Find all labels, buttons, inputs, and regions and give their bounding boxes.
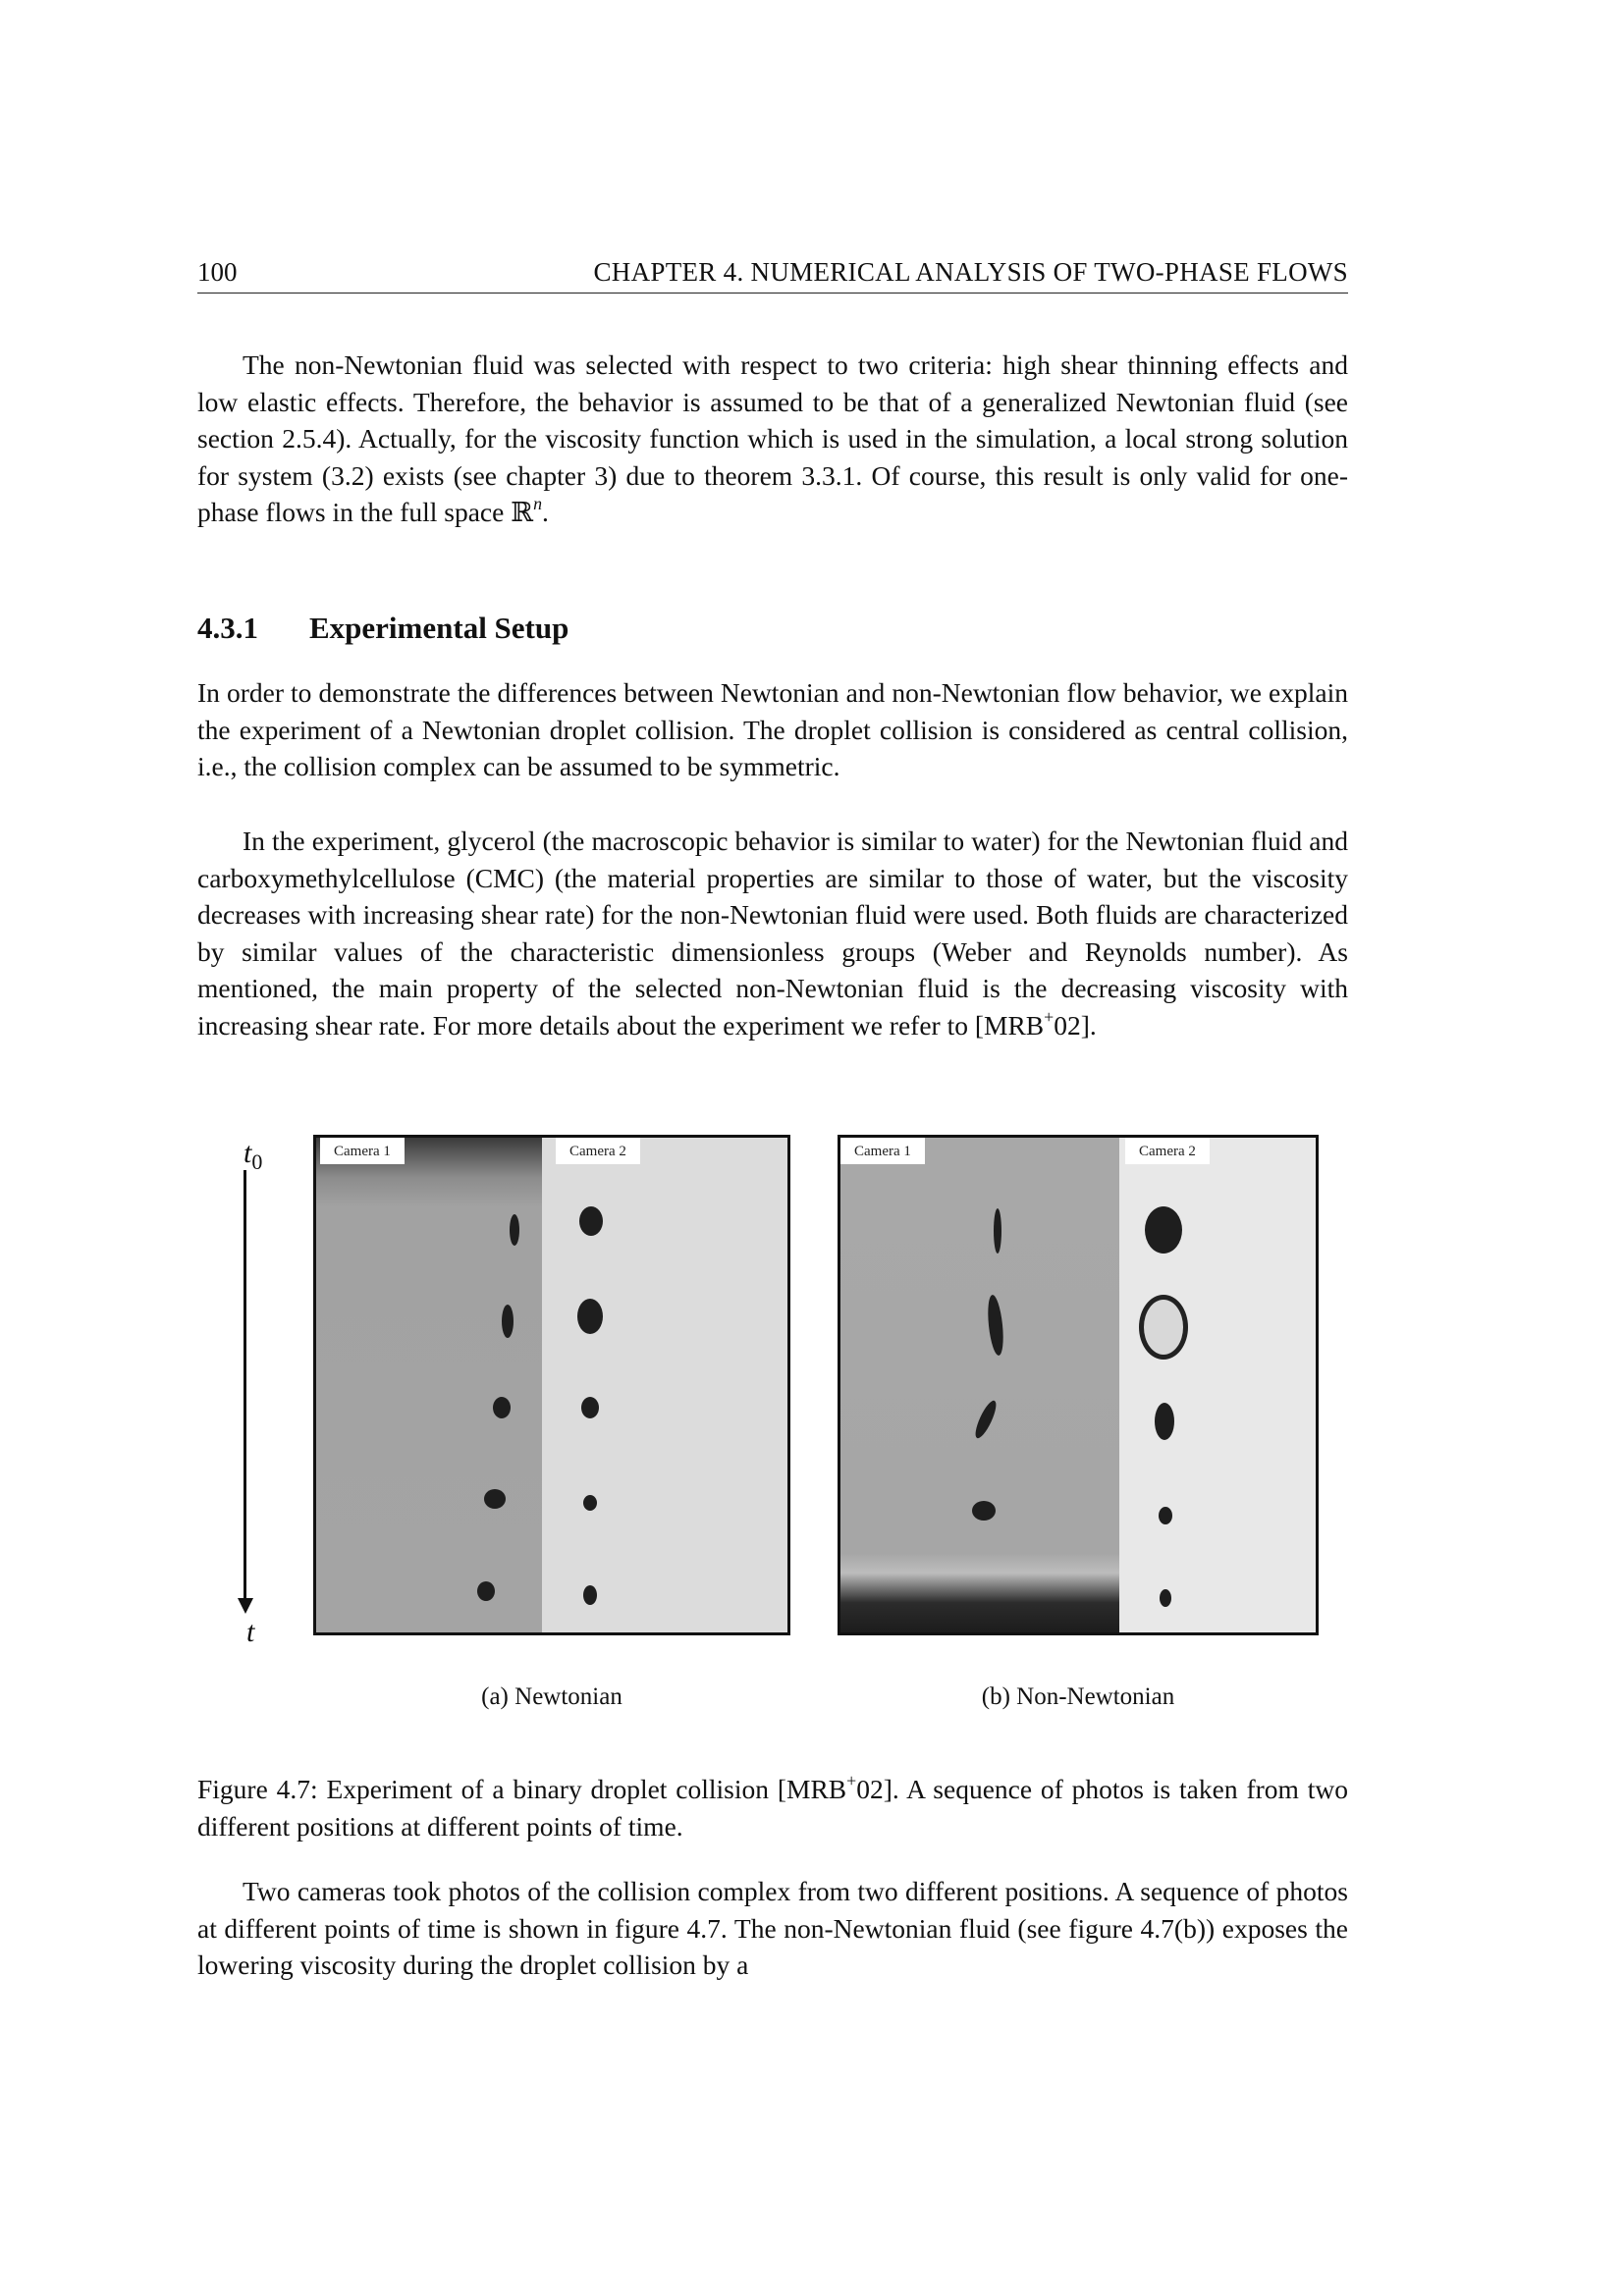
droplet: [502, 1305, 514, 1338]
paragraph-experiment: In the experiment, glycerol (the macroscopic behavior is similar to water) for the Newtonian fluid and carboxymethylcellulose (CMC) (the material properties are similar to those of water, but the viscosity decreases with increasing shear rate) for the non-Newtonian fluid were used. Both fluids are characterized by similar values of the characteristic dimensionless groups (Weber and Reynolds number). As mentioned, the main property of the selected non-Newtonian fluid is the decreasing viscosity with increasing shear rate. For more details about the experiment we refer to [MRB+02].: [197, 826, 1348, 1041]
photo-panel-non-newtonian: [838, 1135, 1319, 1635]
camera2-label: Camera 2: [1125, 1138, 1210, 1164]
chapter-title: CHAPTER 4. NUMERICAL ANALYSIS OF TWO-PHASE FLOWS: [593, 257, 1348, 287]
time-arrow-shaft: [243, 1170, 246, 1602]
droplet-ring: [1139, 1295, 1188, 1360]
math-real-space: ℝ: [511, 497, 534, 529]
section-heading: [197, 611, 568, 646]
droplet: [972, 1501, 996, 1521]
camera2-photo: [542, 1138, 787, 1632]
paragraph-intro: In order to demonstrate the differences between Newtonian and non-Newtonian flow behavior, we explain the experiment of a Newtonian droplet collision. The droplet collision is considered as central collision, i.e., the collision complex can be assumed to be symmetric.: [197, 677, 1348, 782]
droplet: [972, 1398, 1001, 1440]
droplet: [583, 1585, 597, 1605]
droplet: [1160, 1589, 1171, 1607]
time-start-label: $t_0$: [243, 1137, 263, 1174]
droplet: [994, 1208, 1001, 1254]
page-number: 100: [197, 257, 238, 287]
droplet: [581, 1397, 599, 1418]
paragraph-cameras: Two cameras took photos of the collision complex from two different positions. A sequence of photos at different points of time is shown in figure 4.7. The non-Newtonian fluid (see figure 4.7(b)) exposes the lowering viscosity during the droplet collision by a: [197, 1876, 1348, 1981]
camera1-photo: [316, 1138, 542, 1632]
photo-panel-newtonian: [313, 1135, 790, 1635]
figure-caption: Figure 4.7: Experiment of a binary droplet collision [MRB+02]. A sequence of photos is taken from two different positions at different points of time.: [197, 1771, 1348, 1842]
droplet: [1145, 1206, 1182, 1254]
droplet: [477, 1581, 495, 1601]
droplet: [493, 1397, 511, 1418]
droplet: [1159, 1507, 1172, 1524]
subcaption-b: (b) Non-Newtonian: [981, 1683, 1175, 1710]
droplet: [986, 1294, 1005, 1356]
camera1-label: Camera 1: [840, 1138, 925, 1164]
droplet: [1155, 1403, 1174, 1440]
droplet: [510, 1214, 519, 1246]
camera1-photo: [840, 1138, 1119, 1632]
time-end-label: t: [246, 1616, 255, 1648]
camera1-label: Camera 1: [320, 1138, 405, 1164]
droplet: [583, 1495, 597, 1511]
droplet: [579, 1206, 603, 1236]
camera2-photo: [1119, 1138, 1316, 1632]
running-header: [197, 253, 1348, 294]
time-arrow-head-icon: [238, 1598, 253, 1614]
droplet: [577, 1299, 603, 1334]
section-number: 4.3.1: [197, 611, 258, 645]
camera2-label: Camera 2: [556, 1138, 640, 1164]
paragraph-criteria: The non-Newtonian fluid was selected with respect to two criteria: high shear thinning effects and low elastic effects. Therefore, the behavior is assumed to be that of a generalized Newtonian fluid (see section 2.5.4). Actually, for the viscosity function which is used in the simulation, a local strong solution for system (3.2) exists (see chapter 3) due to theorem 3.3.1. Of course, this result is only valid for one-phase flows in the full space ℝ$^n$.: [197, 349, 1348, 529]
subcaption-a: (a) Newtonian: [481, 1683, 622, 1710]
section-title: Experimental Setup: [309, 611, 569, 645]
droplet: [484, 1489, 506, 1509]
